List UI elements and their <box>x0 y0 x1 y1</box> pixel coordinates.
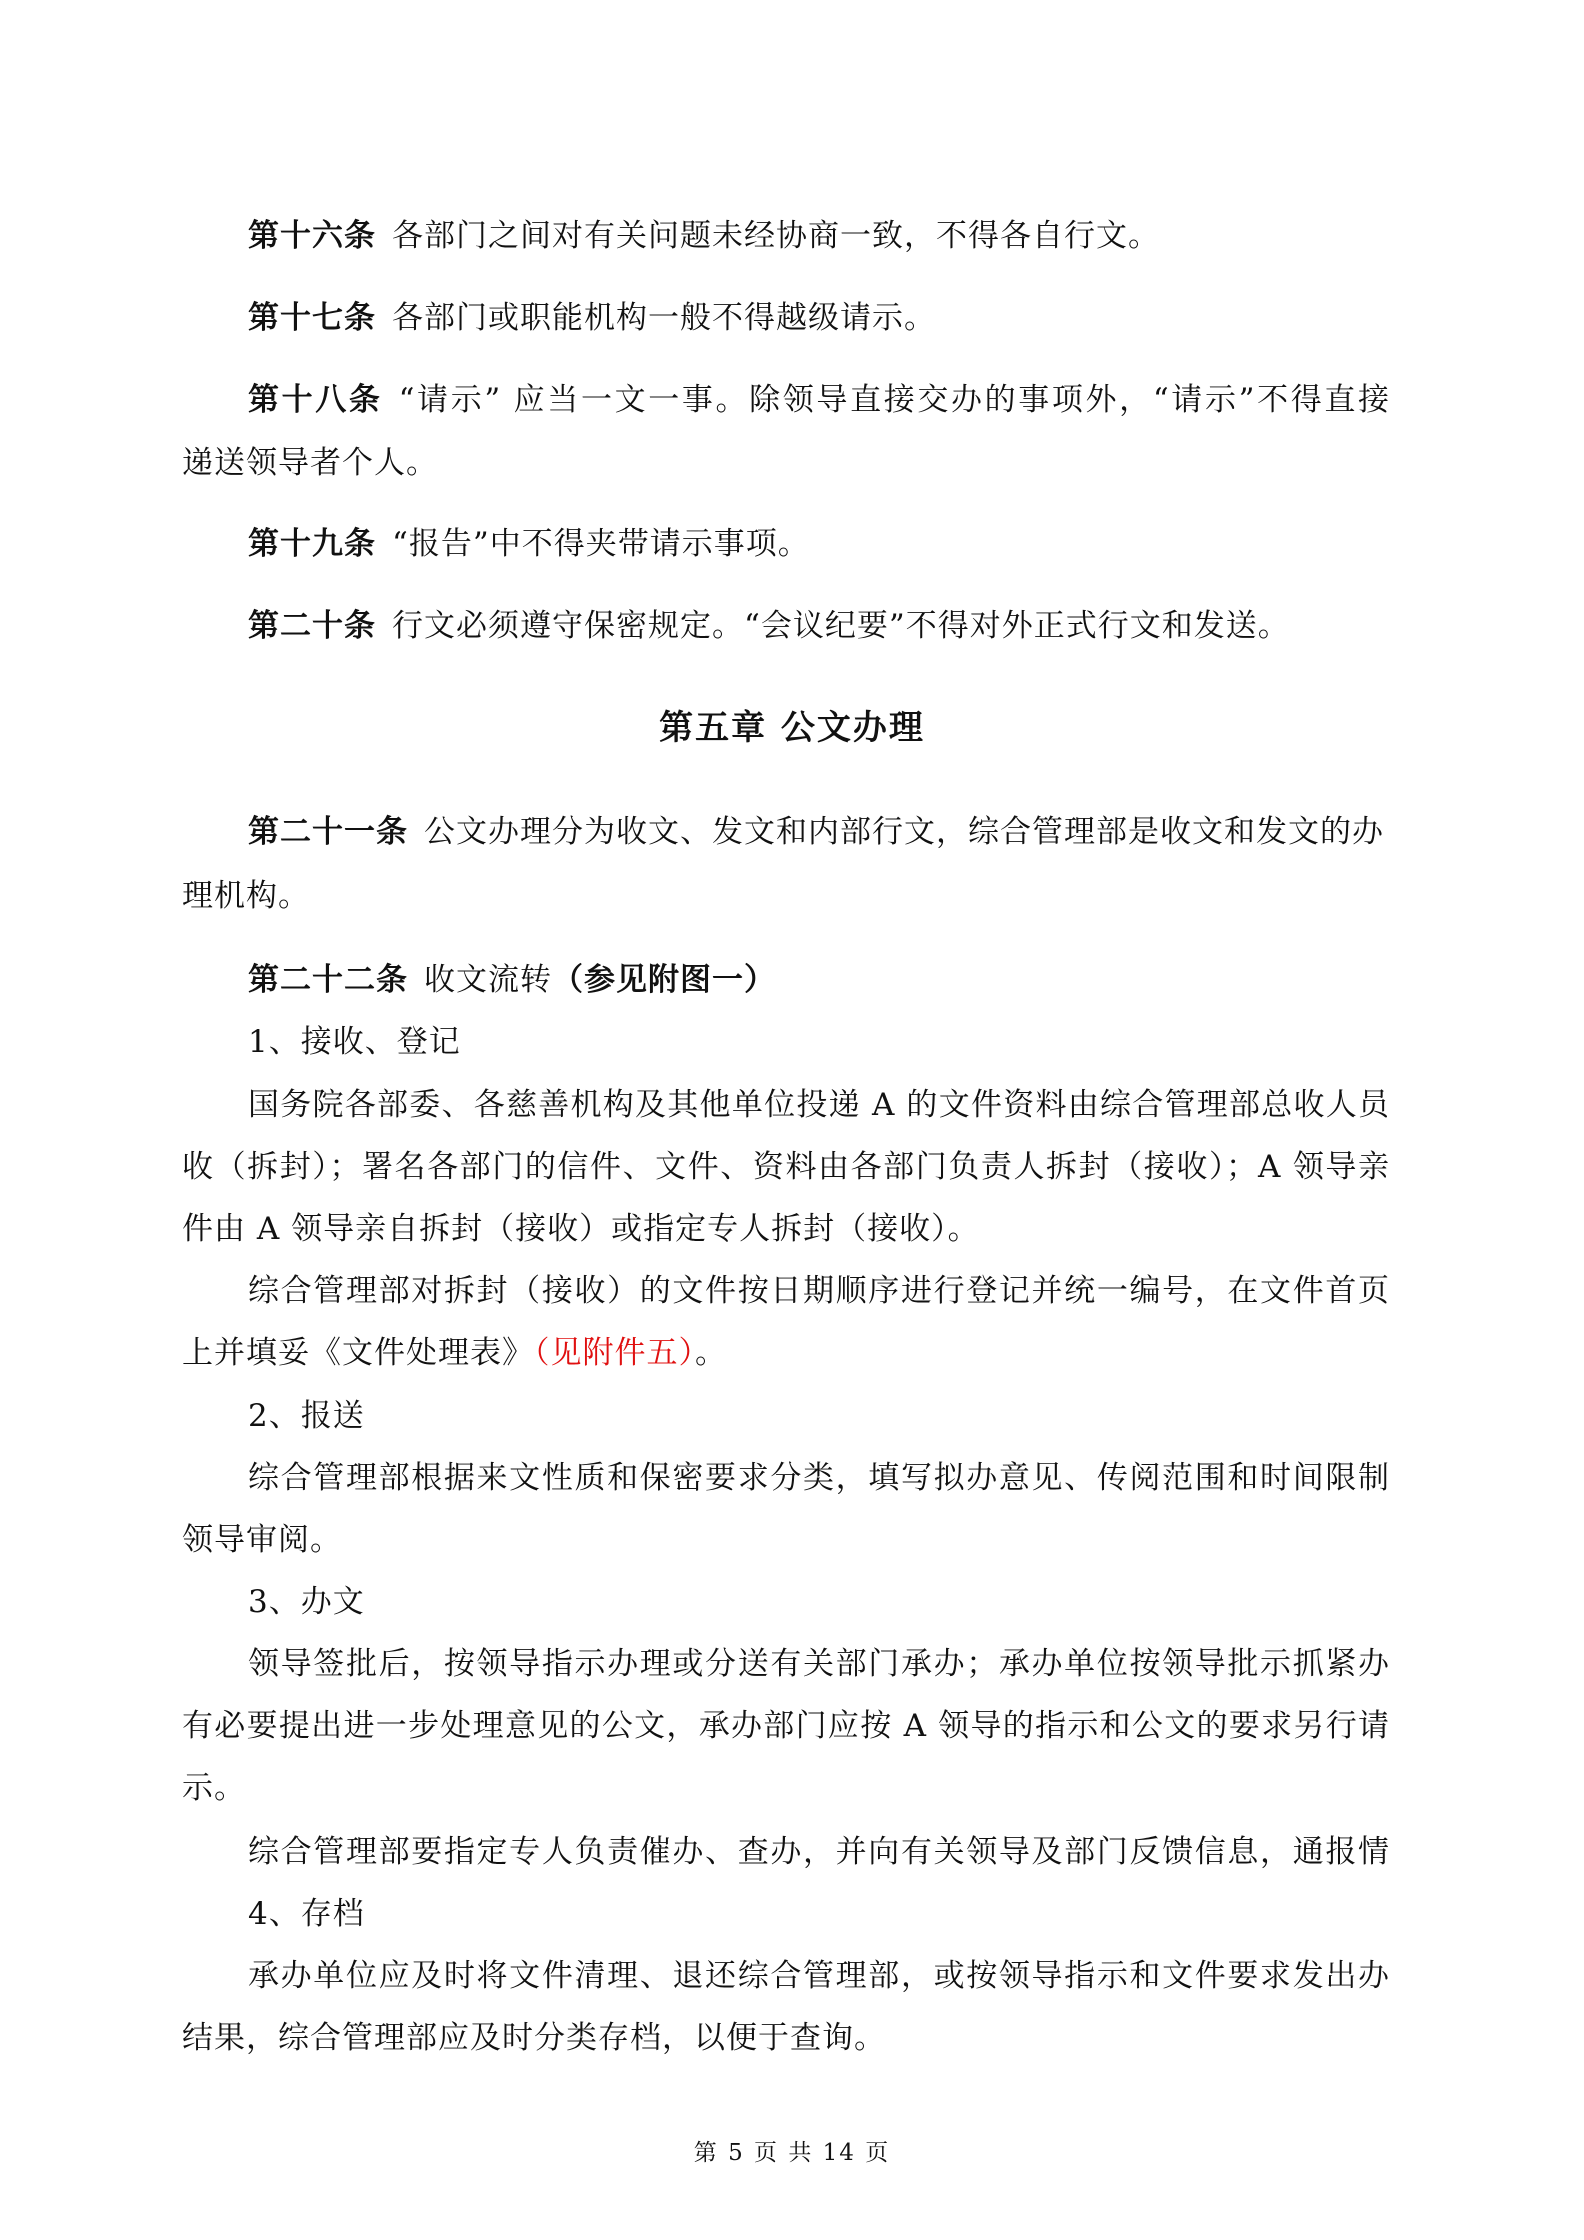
article-18-line-1 <box>248 380 1390 420</box>
article-21-label: 第二十一条 <box>248 814 408 850</box>
article-22-title: 收文流转 <box>424 962 552 998</box>
section-2-line-1: 综合管理部根据来文性质和保密要求分类，填写拟办意见、传阅范围和时间限制 <box>248 1460 1390 1496</box>
article-17 <box>248 298 936 338</box>
article-19-text: “报告”中不得夹带请示事项。 <box>392 526 810 562</box>
page-number-footer: 第 5 页 共 14 页 <box>693 2140 891 2166</box>
article-16 <box>248 216 1160 256</box>
section-4-line-1: 承办单位应及时将文件清理、退还综合管理部，或按领导指示和文件要求发出办 <box>248 1958 1390 1994</box>
section-3-para-2: 综合管理部要指定专人负责催办、查办，并向有关领导及部门反馈信息，通报情 <box>248 1834 1390 1870</box>
section-2-line-2: 领导审阅。 <box>182 1522 342 1558</box>
section-1-para-2-text: 上并填妥《文件处理表》 <box>182 1335 534 1371</box>
section-4-title: 4、存档 <box>248 1896 365 1932</box>
article-21-text-1: 公文办理分为收文、发文和内部行文，综合管理部是收文和发文的办 <box>424 814 1384 850</box>
section-1-para-1-line-1: 国务院各部委、各慈善机构及其他单位投递 A 的文件资料由综合管理部总收人员 <box>248 1087 1390 1123</box>
section-3-title: 3、办文 <box>248 1584 365 1620</box>
article-19 <box>248 524 810 564</box>
section-1-para-2-line-1: 综合管理部对拆封（接收）的文件按日期顺序进行登记并统一编号，在文件首页 <box>248 1273 1390 1309</box>
attachment-5-reference: （见附件五） <box>534 1335 695 1371</box>
article-18-line-2: 递送领导者个人。 <box>182 445 438 481</box>
article-16-label: 第十六条 <box>248 218 376 254</box>
article-22-ref: （参见附图一） <box>552 962 776 998</box>
article-19-label: 第十九条 <box>248 526 376 562</box>
article-22-label: 第二十二条 <box>248 962 408 998</box>
article-21-line-2: 理机构。 <box>182 878 310 914</box>
section-3-para-1-line-1: 领导签批后，按领导指示办理或分送有关部门承办；承办单位按领导批示抓紧办 <box>248 1646 1390 1682</box>
article-18-text-1: “请示” 应当一文一事。除领导直接交办的事项外，“请示”不得直接 <box>398 382 1390 418</box>
article-20-label: 第二十条 <box>248 608 376 644</box>
article-18-label: 第十八条 <box>248 382 383 418</box>
article-16-text: 各部门之间对有关问题未经协商一致，不得各自行文。 <box>392 218 1160 254</box>
chapter-5-heading: 第五章 公文办理 <box>659 708 925 748</box>
section-2-title: 2、报送 <box>248 1398 365 1434</box>
section-1-title: 1、接收、登记 <box>248 1024 461 1060</box>
article-20 <box>248 606 1290 646</box>
article-20-text: 行文必须遵守保密规定。“会议纪要”不得对外正式行文和发送。 <box>392 608 1290 644</box>
section-4-line-2: 结果，综合管理部应及时分类存档，以便于查询。 <box>182 2020 886 2056</box>
article-22-heading <box>248 960 776 1000</box>
section-1-para-1-line-3: 件由 A 领导亲自拆封（接收）或指定专人拆封（接收）。 <box>182 1211 980 1247</box>
section-1-para-2-line-2 <box>182 1333 727 1373</box>
section-3-para-1-line-3: 示。 <box>182 1770 246 1806</box>
section-1-para-2-end: 。 <box>695 1335 727 1371</box>
section-3-para-1-line-2: 有必要提出进一步处理意见的公文，承办部门应按 A 领导的指示和公文的要求另行请 <box>182 1708 1390 1744</box>
section-1-para-1-line-2: 收（拆封）；署名各部门的信件、文件、资料由各部门负责人拆封（接收）；A 领导亲 <box>182 1149 1390 1185</box>
article-21-line-1 <box>248 812 1384 852</box>
article-17-text: 各部门或职能机构一般不得越级请示。 <box>392 300 936 336</box>
article-17-label: 第十七条 <box>248 300 376 336</box>
